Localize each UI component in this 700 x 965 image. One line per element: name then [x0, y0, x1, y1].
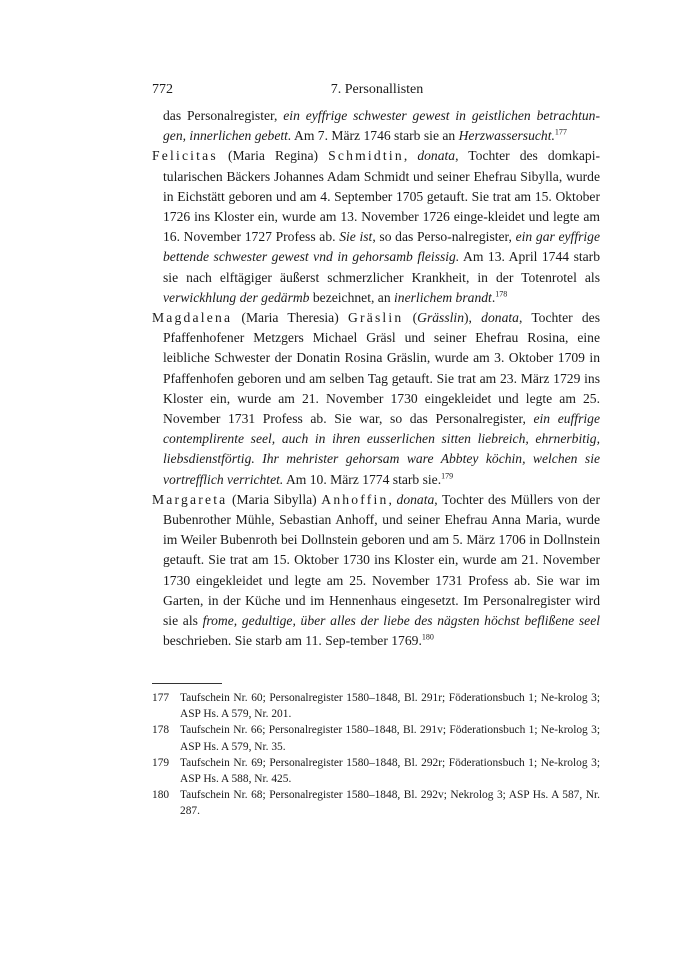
- text-run: ,: [403, 148, 418, 164]
- text-run: beschrieben. Sie starb am 11. Sep-tember 1769.: [163, 633, 422, 649]
- entry-magdalena: [152, 308, 600, 490]
- text-run: das Personalregister,: [163, 108, 284, 123]
- quote-run: donata: [396, 491, 435, 507]
- quote-run: frome, gedultige, über alles der liebe des nägsten höchst beflißene seel: [202, 613, 601, 629]
- text-run: Am 10. März 1774 starb sie.: [283, 471, 442, 487]
- footnote-text: Taufschein Nr. 66; Personalregister 1580–1848, Bl. 291v; Föderationsbuch 1; Ne-krolog 3; ASP Hs. A 579, Nr. 35.: [180, 724, 600, 753]
- footnote-text: Taufschein Nr. 68; Personalregister 1580–1848, Bl. 292v; Nekrolog 3; ASP Hs. A 587, Nr. 287.: [180, 789, 600, 818]
- entry-felicitas: [152, 146, 600, 308]
- footnotes: [152, 690, 600, 820]
- footnote-number: 178: [152, 724, 170, 737]
- quote-run: Sie ist: [339, 229, 373, 245]
- entry-name: Felicitas: [152, 148, 218, 164]
- quote-run: donata: [417, 148, 456, 164]
- footnote-text: Taufschein Nr. 69; Personalregister 1580–1848, Bl. 292r; Föderationsbuch 1; Ne-krolog 3; ASP Hs. A 588, Nr. 425.: [180, 756, 600, 786]
- page-number: 772: [152, 82, 173, 97]
- text-run: , Tochter des Müllers von der Bubenrother Mühle, Sebastian Anhoff, und seiner Ehefrau Anna Maria, wurde im Weiler Bubenroth bei Dollnstein geboren und am 5. März 1706 in Dollnstein getauft. Sie trat am 15. Oktober 1730 ins Kloster ein, wurde am 21. November 1730 eingekleidet und legte am 25. November 1731 Profess ab. Sie war im Garten, in der Küche und im Hennenhaus eingesetzt. Im Personalregister wird sie als: [163, 491, 600, 629]
- text-run: (Maria Regina): [217, 148, 329, 164]
- footnote-number: 179: [152, 756, 170, 769]
- text-run: , Tochter des domkapi-tularischen Bäckers Johannes Adam Schmidt und seiner Ehefrau Sibylla, wurde in Eichstätt geboren und am 4. September 1705 getauft. Sie trat am 15. Oktober 1726 ins Kloster ein, wurde am 13. November 1726 einge-kleidet und legte am 16. November 1727 Profess ab.: [163, 148, 601, 245]
- text-run: ,: [388, 491, 397, 507]
- footnote-ref: 180: [421, 632, 434, 642]
- quote-run: verwickhlung der gedärmb: [163, 289, 310, 305]
- entry-name: Margareta: [152, 491, 228, 507]
- text-run: (Maria Sibylla): [227, 491, 322, 507]
- entry-name: Magdalena: [152, 310, 233, 326]
- quote-run: donata: [481, 310, 519, 326]
- footnote-ref: 177: [554, 127, 567, 137]
- footnote-number: 180: [152, 789, 170, 802]
- entry-surname: Schmidtin: [328, 148, 404, 164]
- page-header: [152, 82, 602, 102]
- quote-run: ein gar eyffrige bettende schwester gewest vnd in gehorsamb fleissig.: [163, 229, 600, 265]
- quote-run: Grässlin: [417, 310, 464, 326]
- text-run: Am 7. März 1746 starb sie an: [291, 128, 459, 144]
- entry-margareta: [152, 490, 600, 652]
- footnote-ref: 179: [441, 471, 454, 481]
- quote-run: inerlichem brandt: [394, 289, 492, 305]
- text-run: Am 13. April 1744 starb sie nach elftägiger äußerst schmerzlicher Krankheit, in der Totenrotel als: [163, 249, 601, 285]
- footnote: [152, 755, 600, 787]
- main-text: [152, 106, 600, 651]
- paragraph-continuation: [152, 106, 600, 146]
- quote-run: ein euffrige contemplirente seel, auch in ihren eusserlichen sitten liebreich, ehrnerbitig, liebsdienstförtig. Ihr mehrister gehorsam ware Abbtey köchin, welchen sie vortrefflich verrichtet.: [163, 411, 600, 487]
- footnote: [152, 722, 600, 754]
- quote-run: Herzwassersucht.: [458, 128, 555, 144]
- footnote: [152, 690, 600, 722]
- footnote-text: Taufschein Nr. 60; Personalregister 1580–1848, Bl. 291r; Föderationsbuch 1; Ne-krolog 3; ASP Hs. A 579, Nr. 201.: [180, 692, 600, 721]
- entry-surname: Gräslin: [347, 310, 404, 326]
- footnote-ref: 178: [495, 289, 508, 299]
- text-run: , so das Perso-nalregister,: [372, 229, 516, 245]
- entry-surname: Anhoffin: [321, 491, 389, 507]
- footnote-number: 177: [152, 692, 170, 704]
- text-run: (: [403, 310, 418, 326]
- running-head: 7. Personallisten: [330, 82, 424, 97]
- text-run: .: [491, 289, 496, 305]
- text-run: , Tochter des Pfaffenhofener Metzgers Michael Gräsl und seiner Ehefrau Rosina, eine leibliche Schwester der Donatin Rosina Gräslin, wurde am 3. Oktober 1709 in Pfaffenhofen geboren und am selben Tag getauft. Sie trat am 23. März 1729 ins Kloster ein, wurde am 21. November 1730 eingekleidet und legte am 25. November 1731 Profess ab. Sie war, so das Personalregister,: [163, 310, 600, 427]
- text-run: (Maria Theresia): [232, 310, 348, 326]
- text-run: ),: [464, 310, 482, 326]
- footnote: [152, 787, 600, 819]
- text-run: bezeichnet, an: [309, 289, 395, 305]
- quote-run: ein eyffrige schwester gewest in geistlichen betrachtun-gen, innerlichen gebett.: [163, 108, 600, 144]
- footnote-rule: [152, 683, 222, 684]
